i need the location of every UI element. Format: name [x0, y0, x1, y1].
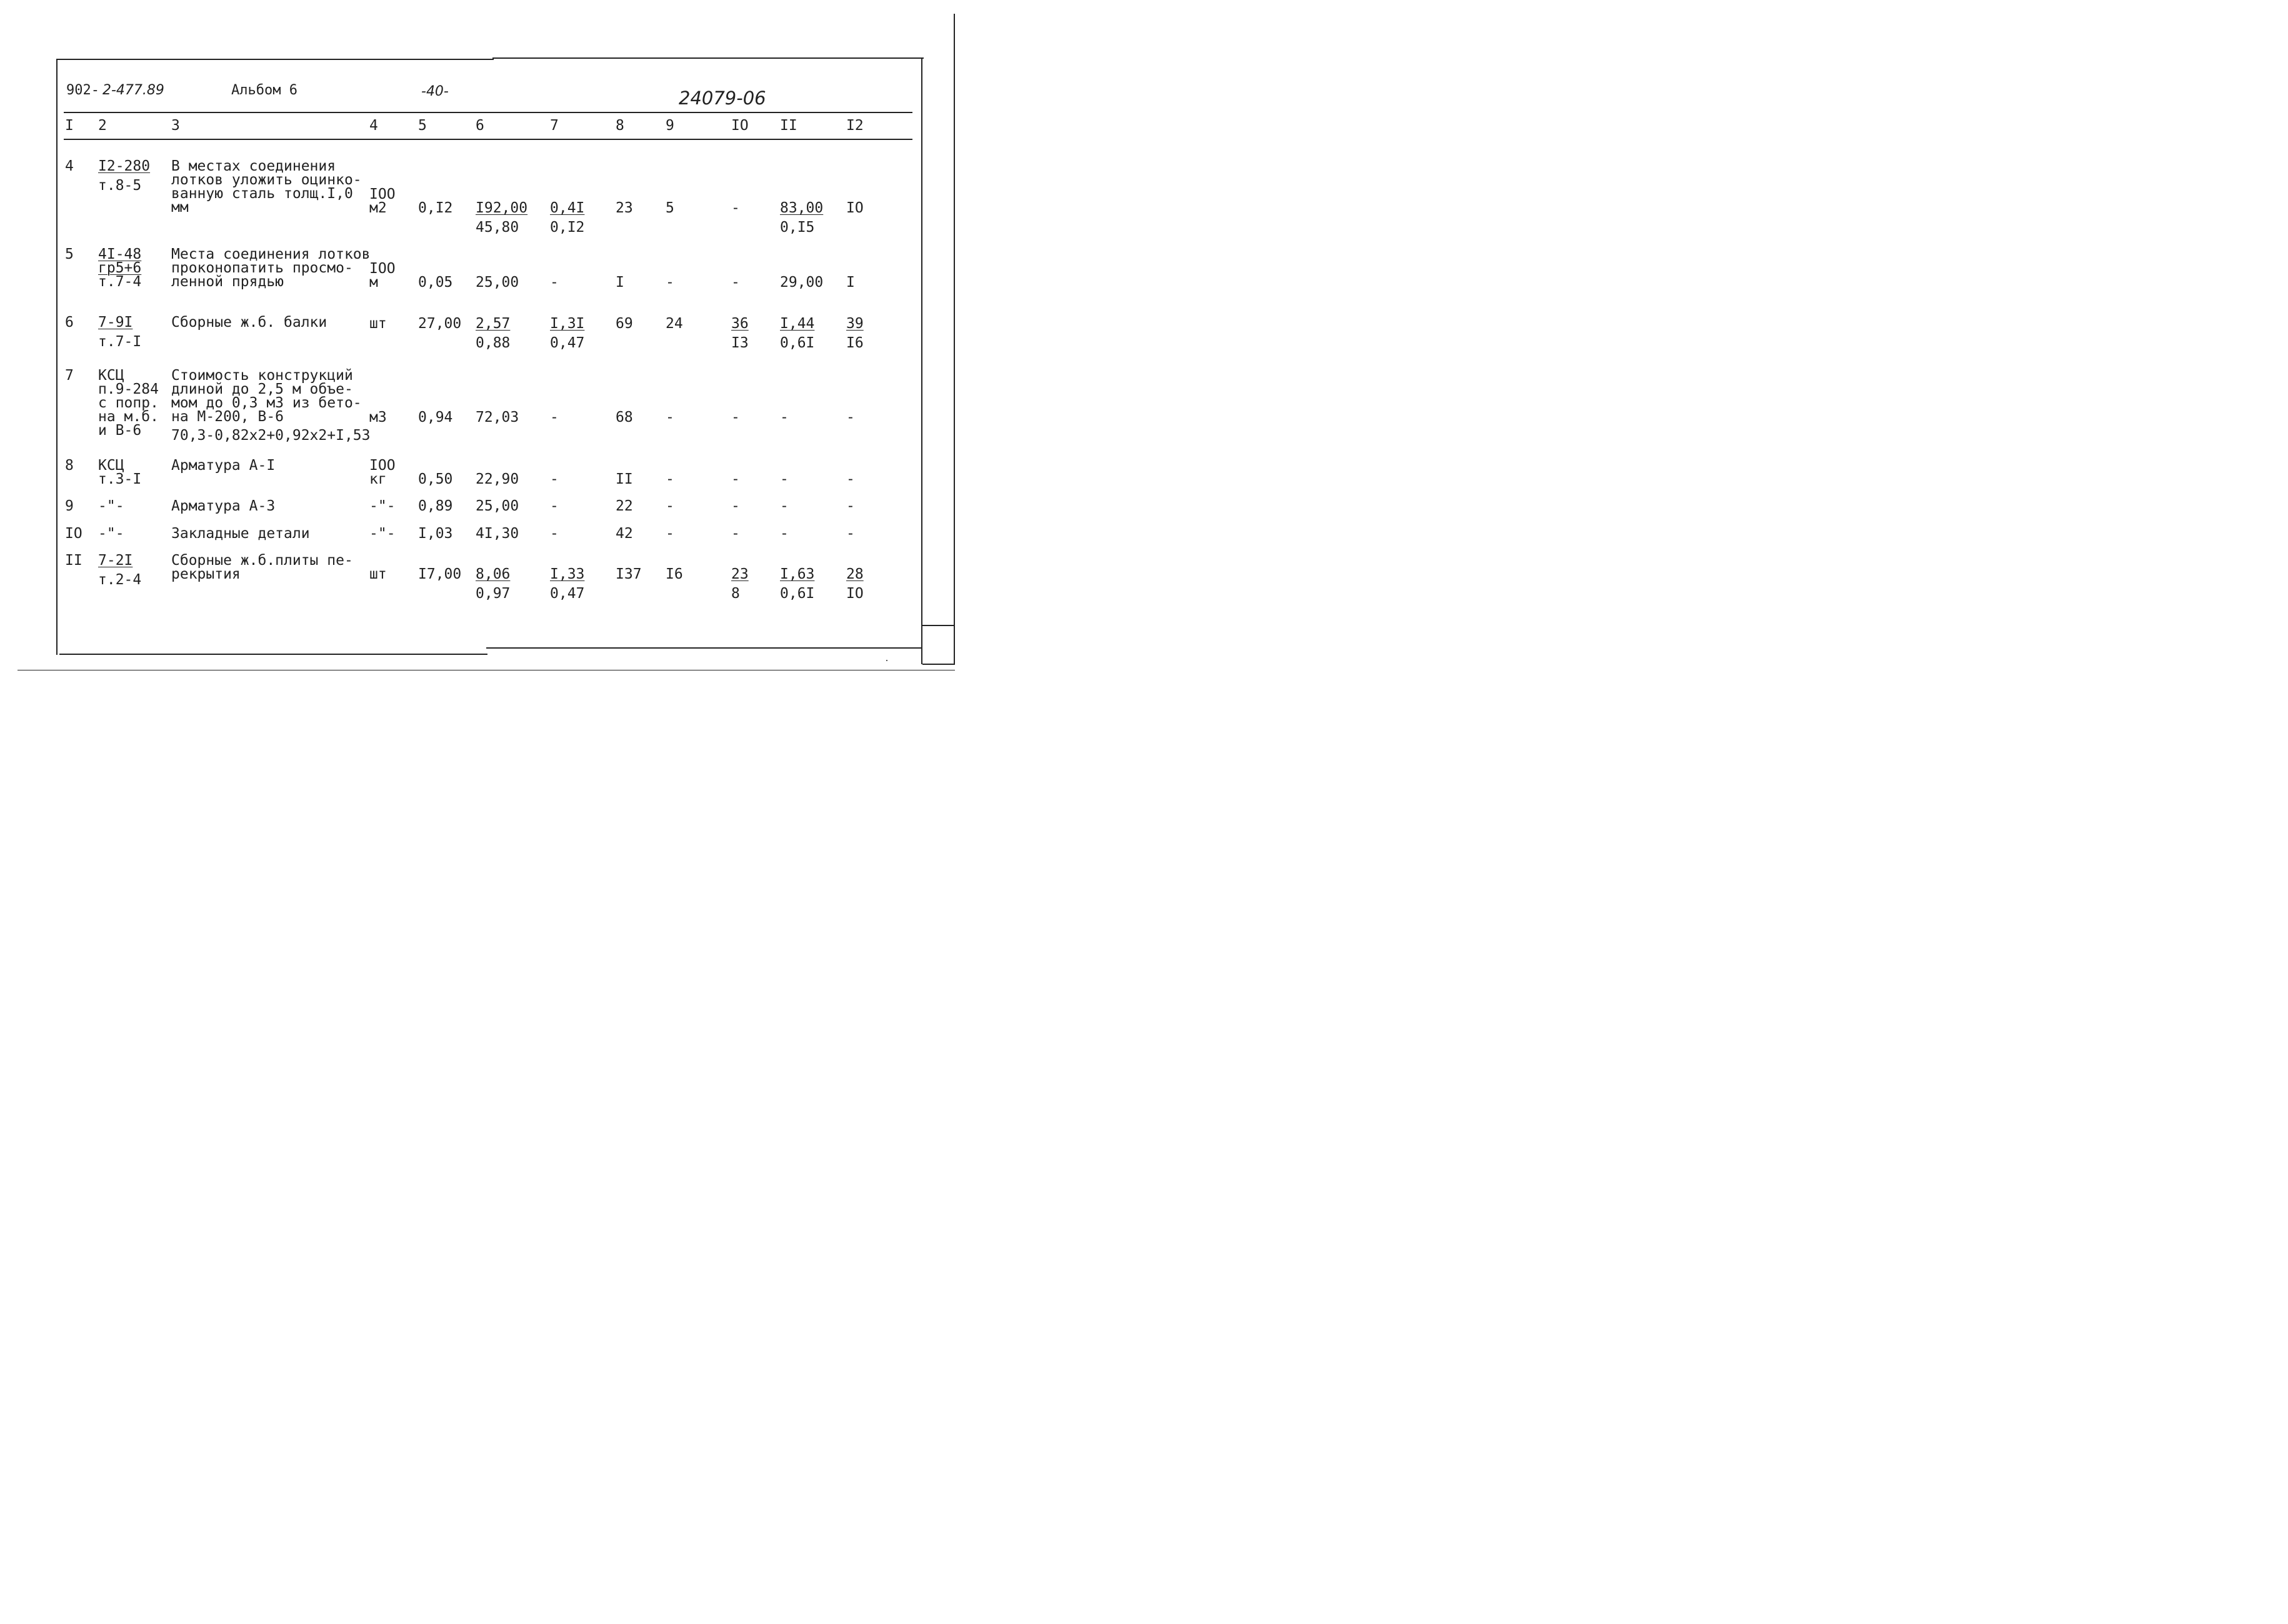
unit-of-measure: шт	[369, 316, 387, 332]
work-description: проконопатить просмо-	[171, 260, 353, 276]
column-header-6: 6	[476, 117, 484, 134]
unit-cost: 4I,30	[476, 526, 519, 542]
labor-cost: -	[780, 471, 789, 487]
labor-cost: 0,6I	[780, 335, 815, 351]
norm-reference: КСЦ	[98, 367, 124, 384]
total-cost: 22	[616, 498, 633, 514]
wage-cost: 0,4I	[550, 200, 585, 216]
work-description: В местах соединения	[171, 158, 336, 174]
wage-cost: 0,I2	[550, 219, 585, 236]
outer-edge-right	[954, 14, 955, 665]
stamp-box-top	[922, 625, 955, 626]
total-cost: 42	[616, 526, 633, 542]
work-description: лотков уложить оцинко-	[171, 172, 362, 188]
quantity: 0,50	[418, 471, 453, 487]
total-labor: IO	[846, 200, 864, 216]
column-header-9: 9	[666, 117, 674, 134]
work-description: Стоимость конструкций	[171, 367, 353, 384]
row-number: 6	[65, 314, 74, 331]
norm-reference: т.3-I	[98, 471, 142, 487]
unit-cost: 8,06	[476, 566, 511, 582]
frame-top-right	[492, 57, 924, 59]
total-cost: I	[616, 274, 624, 291]
total-wage: -	[731, 526, 740, 542]
quantity: 27,00	[418, 316, 462, 332]
norm-reference: КСЦ	[98, 457, 124, 474]
total-labor: -	[846, 526, 855, 542]
total-wage: -	[731, 409, 740, 426]
total-cost: 23	[616, 200, 633, 216]
unit-cost: 0,97	[476, 585, 511, 602]
work-description: Арматура А-I	[171, 457, 276, 474]
column-header-rule-bottom	[64, 139, 912, 140]
work-description: Сборные ж.б. балки	[171, 314, 327, 331]
labor-cost: -	[780, 526, 789, 542]
unit-cost: 45,80	[476, 219, 519, 236]
work-description: Закладные детали	[171, 526, 310, 542]
row-number: 5	[65, 246, 74, 262]
quantity: 0,05	[418, 274, 453, 291]
total-labor: 28	[846, 566, 864, 582]
total-wage: -	[731, 471, 740, 487]
row-number: 8	[65, 457, 74, 474]
column-header-10: IO	[731, 117, 749, 134]
total-wage: -	[731, 200, 740, 216]
wage-cost: -	[550, 526, 559, 542]
machine-cost: -	[666, 471, 674, 487]
labor-cost: I,44	[780, 316, 815, 332]
series-code: 902-	[66, 82, 99, 98]
total-wage: 36	[731, 316, 749, 332]
total-labor: IO	[846, 585, 864, 602]
labor-cost: 0,6I	[780, 585, 815, 602]
unit-of-measure: м2	[369, 200, 387, 216]
total-wage: I3	[731, 335, 749, 351]
column-header-8: 8	[616, 117, 624, 134]
quantity: 0,89	[418, 498, 453, 514]
album-label: Альбом 6	[231, 82, 297, 98]
machine-cost: -	[666, 274, 674, 291]
column-header-3: 3	[171, 117, 180, 134]
unit-of-measure: IOO	[369, 186, 396, 202]
norm-reference: -"-	[98, 498, 124, 514]
work-description: Сборные ж.б.плиты пе-	[171, 552, 353, 569]
wage-cost: -	[550, 498, 559, 514]
work-description: ванную сталь толщ.I,0	[171, 186, 353, 202]
total-wage: -	[731, 274, 740, 291]
norm-reference: п.9-284	[98, 381, 159, 397]
wage-cost: I,33	[550, 566, 585, 582]
quantity: 0,I2	[418, 200, 453, 216]
work-description: длиной до 2,5 м объе-	[171, 381, 353, 397]
norm-reference: -"-	[98, 526, 124, 542]
unit-of-measure: -"-	[369, 526, 396, 542]
work-description: на М-200, В-6	[171, 409, 284, 425]
total-labor: -	[846, 471, 855, 487]
quantity: I7,00	[418, 566, 462, 582]
frame-bottom-right	[486, 647, 922, 649]
machine-cost: 24	[666, 316, 683, 332]
work-description: Места соединения лотков	[171, 246, 371, 262]
labor-cost: 0,I5	[780, 219, 815, 236]
total-labor: I	[846, 274, 855, 291]
row-number: IO	[65, 526, 82, 542]
unit-cost: 22,90	[476, 471, 519, 487]
document-number: 24079-06	[679, 87, 766, 109]
machine-cost: -	[666, 526, 674, 542]
unit-of-measure: шт	[369, 566, 387, 582]
unit-cost: 0,88	[476, 335, 511, 351]
scan-dot	[886, 660, 887, 661]
frame-right	[921, 58, 922, 664]
norm-reference: т.7-I	[98, 334, 142, 350]
norm-reference: и В-6	[98, 422, 142, 439]
machine-cost: -	[666, 409, 674, 426]
wage-cost: I,3I	[550, 316, 585, 332]
labor-cost: 83,00	[780, 200, 824, 216]
norm-reference: 7-9I	[98, 314, 133, 331]
work-description: 70,3-0,82х2+0,92х2+I,53	[171, 427, 371, 444]
unit-of-measure: -"-	[369, 498, 396, 514]
column-header-4: 4	[369, 117, 378, 134]
wage-cost: -	[550, 471, 559, 487]
labor-cost: -	[780, 498, 789, 514]
norm-reference: с попр.	[98, 395, 159, 411]
column-header-7: 7	[550, 117, 559, 134]
row-number: 4	[65, 158, 74, 174]
total-labor: -	[846, 409, 855, 426]
stamp-box-bottom	[922, 664, 955, 665]
total-wage: -	[731, 498, 740, 514]
norm-reference: на м.б.	[98, 409, 159, 425]
frame-top-left	[56, 59, 494, 60]
unit-of-measure: м	[369, 274, 378, 291]
column-header-5: 5	[418, 117, 427, 134]
norm-reference: 4I-48	[98, 246, 142, 262]
labor-cost: -	[780, 409, 789, 426]
total-labor: -	[846, 498, 855, 514]
frame-left	[56, 59, 57, 655]
unit-cost: I92,00	[476, 200, 528, 216]
total-labor: I6	[846, 335, 864, 351]
series-code-handwritten: 2-477.89	[102, 82, 164, 98]
row-number: 9	[65, 498, 74, 514]
norm-reference: гр5+6	[98, 260, 142, 276]
machine-cost: 5	[666, 200, 674, 216]
unit-of-measure: IOO	[369, 261, 396, 277]
frame-bottom-left	[59, 654, 487, 655]
work-description: ленной прядью	[171, 274, 284, 290]
unit-of-measure: м3	[369, 409, 387, 426]
column-header-2: 2	[98, 117, 107, 134]
unit-cost: 72,03	[476, 409, 519, 426]
work-description: мм	[171, 199, 189, 216]
total-wage: 8	[731, 585, 740, 602]
norm-reference: т.7-4	[98, 274, 142, 290]
norm-reference: т.2-4	[98, 572, 142, 588]
quantity: I,03	[418, 526, 453, 542]
wage-cost: -	[550, 409, 559, 426]
labor-cost: I,63	[780, 566, 815, 582]
unit-cost: 2,57	[476, 316, 511, 332]
total-wage: 23	[731, 566, 749, 582]
machine-cost: I6	[666, 566, 683, 582]
wage-cost: 0,47	[550, 335, 585, 351]
norm-reference: 7-2I	[98, 552, 133, 569]
total-labor: 39	[846, 316, 864, 332]
total-cost: 69	[616, 316, 633, 332]
unit-cost: 25,00	[476, 498, 519, 514]
row-number: 7	[65, 367, 74, 384]
unit-of-measure: IOO	[369, 457, 396, 474]
labor-cost: 29,00	[780, 274, 824, 291]
total-cost: I37	[616, 566, 642, 582]
total-cost: 68	[616, 409, 633, 426]
total-cost: II	[616, 471, 633, 487]
work-description: рекрытия	[171, 566, 241, 582]
machine-cost: -	[666, 498, 674, 514]
norm-reference: т.8-5	[98, 177, 142, 194]
column-header-rule-top	[64, 112, 912, 113]
column-header-1: I	[65, 117, 74, 134]
work-description: мом до 0,3 м3 из бето-	[171, 395, 362, 411]
unit-cost: 25,00	[476, 274, 519, 291]
page-number: -40-	[421, 84, 449, 99]
row-number: II	[65, 552, 82, 569]
work-description: Арматура А-3	[171, 498, 276, 514]
wage-cost: 0,47	[550, 585, 585, 602]
column-header-12: I2	[846, 117, 864, 134]
wage-cost: -	[550, 274, 559, 291]
norm-reference: I2-280	[98, 158, 151, 174]
unit-of-measure: кг	[369, 471, 387, 487]
quantity: 0,94	[418, 409, 453, 426]
column-header-11: II	[780, 117, 797, 134]
